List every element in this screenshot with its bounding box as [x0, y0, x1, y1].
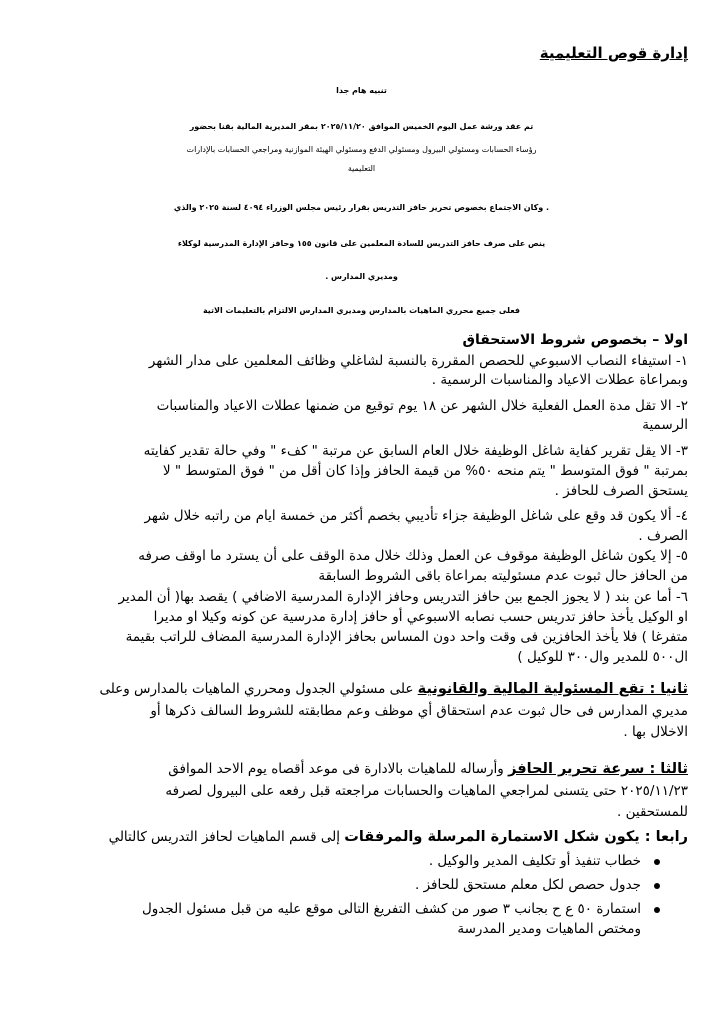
fourth-clause-label: رابعا : يكون شكل الاستمارة المرسلة والمرفقات: [344, 829, 688, 845]
third-clause-line-3: للمستحقين .: [617, 804, 688, 820]
intro-line-1: تم عقد ورشة عمل اليوم الخميس الموافق ٢٠٢٥/١١/٢٠ بمقر المديرية المالية بقنا بحضور: [189, 122, 534, 131]
third-clause-line-2: ٢٠٢٥/١١/٢٣ حتى يتسنى لمراجعي الماهيات والحسابات مراجعته قبل رفعه على البيرول لصرفه: [165, 783, 688, 799]
condition-3-line-1: ٣- الا يقل تقرير كفاية شاغل الوظيفة خلال العام السابق عن مرتبة " كفء " وفي حالة تقدير كفايته: [143, 443, 688, 459]
bullet-icon: [654, 883, 660, 889]
alert-title: تنبيه هام جدا: [336, 86, 387, 95]
second-clause-label: ثانيا : تقع المسئولية المالية والقانونية: [417, 681, 688, 697]
condition-2-line-1: ٢- الا تقل مدة العمل الفعلية خلال الشهر عن ١٨ يوم توقيع من ضمنها عطلات الاعياد والمناسبات: [156, 398, 688, 414]
fourth-clause-text: إلى قسم الماهيات لحافز التدريس كالتالي: [108, 829, 340, 845]
condition-6-line-2: او الوكيل يأخذ حافز تدريس حسب نصابه الاسبوعي أو حافز إدارة مدرسية عن كونه وكيلا او مديرا: [153, 609, 688, 625]
attachment-item: خطاب تنفيذ أو تكليف المدير والوكيل .: [428, 853, 641, 869]
condition-5-line-2: من الحافز حال ثبوت عدم مسئوليته بمراعاة باقى الشروط السابقة: [318, 568, 688, 584]
attachment-item-continued: ومختص الماهيات ومدير المدرسة: [457, 921, 641, 937]
condition-6-line-1: ٦- أما عن بند ( لا يجوز الجمع بين حافز التدريس وحافز الإدارة المدرسية الاضافي ) يقصد بها( أن المدير: [118, 589, 688, 605]
condition-3-line-2: بمرتبة " فوق المتوسط " يتم منحه ٥٠% من قيمة الحافز وإذا كان أقل من " فوق المتوسط " لا: [162, 463, 688, 479]
intro-line-5: ينص على صرف حافز التدريس للسادة المعلمين على قانون ١٥٥ وحافز الإدارة المدرسية لوكلاء: [177, 239, 546, 248]
intro-line-2: رؤساء الحسابات ومسئولي البيرول ومسئولي الدفع ومسئولي الهيئة الموازنية ومراجعي الحسابات بالإدارات: [186, 145, 537, 154]
second-clause-text: على مسئولي الجدول ومحرري الماهيات بالمدارس وعلى: [99, 681, 414, 697]
intro-line-3: التعليمية: [347, 164, 376, 173]
condition-4-line-2: الصرف .: [638, 528, 688, 544]
condition-1-line-1: ١- استيفاء النصاب الاسبوعي للحصص المقررة بالنسبة لشاغلي وظائف المعلمين على مدار الشهر: [148, 353, 688, 369]
instructions-line: فعلى جميع محرري الماهيات بالمدارس ومديري المدارس الالتزام بالتعليمات الاتية: [202, 306, 521, 315]
second-clause-line-1: [99, 680, 688, 698]
second-clause-line-2: مديري المدارس فى حال ثبوت عدم استحقاق أي موظف وعم مطابقته للشروط السالف ذكرها أو: [150, 703, 688, 719]
condition-6-line-4: ال٥٠٠ للمدير وال٣٠٠ للوكيل ): [517, 649, 688, 665]
directorate-name: إدارة قوص التعليمية: [539, 44, 688, 62]
attachment-item: جدول حصص لكل معلم مستحق للحافز .: [414, 877, 641, 893]
bullet-icon: [654, 907, 660, 913]
attachment-item: استمارة ٥٠ ع ح بجانب ٣ صور من كشف التفريغ التالى موقع عليه من قبل مسئول الجدول: [141, 901, 641, 917]
fourth-clause-line-1: [109, 828, 688, 846]
condition-5-line-1: ٥- إلا يكون شاغل الوظيفة موقوف عن العمل وذلك خلال مدة الوقف على أن يسترد ما اوقف صرفه: [138, 548, 688, 564]
conditions-heading: اولا – بخصوص شروط الاستحقاق: [462, 332, 688, 348]
third-clause-line-1: [168, 760, 688, 778]
intro-line-6: ومديري المدارس .: [325, 272, 398, 281]
condition-1-line-2: وبمراعاة عطلات الاعياد والمناسبات الرسمية .: [431, 372, 688, 388]
condition-4-line-1: ٤- ألا يكون قد وقع على شاغل الوظيفة جزاء تأديبي بخصم أكثر من خمسة ايام من راتبه خلال شهر: [144, 508, 688, 524]
condition-6-line-3: متفرغا ) فلا يأخذ الحافزين فى وقت واحد دون المساس بحافز الإدارة المدرسية المضاف للراتب بقيمة: [125, 629, 688, 645]
third-clause-label: ثالثا : سرعة تحرير الحافز: [508, 761, 688, 777]
condition-3-line-3: يستحق الصرف للحافز .: [554, 483, 688, 499]
intro-line-4: . وكان الاجتماع بخصوص تحرير حافز التدريس بقرار رئيس مجلس الوزراء ٤٠٩٤ لسنة ٢٠٢٥ والذي: [173, 203, 550, 212]
third-clause-text: وأرساله للماهيات بالادارة فى موعد أقصاه يوم الاحد الموافق: [168, 761, 504, 777]
bullet-icon: [654, 859, 660, 865]
second-clause-line-3: الاخلال بها .: [623, 724, 688, 740]
condition-2-line-2: الرسمية: [642, 417, 688, 433]
